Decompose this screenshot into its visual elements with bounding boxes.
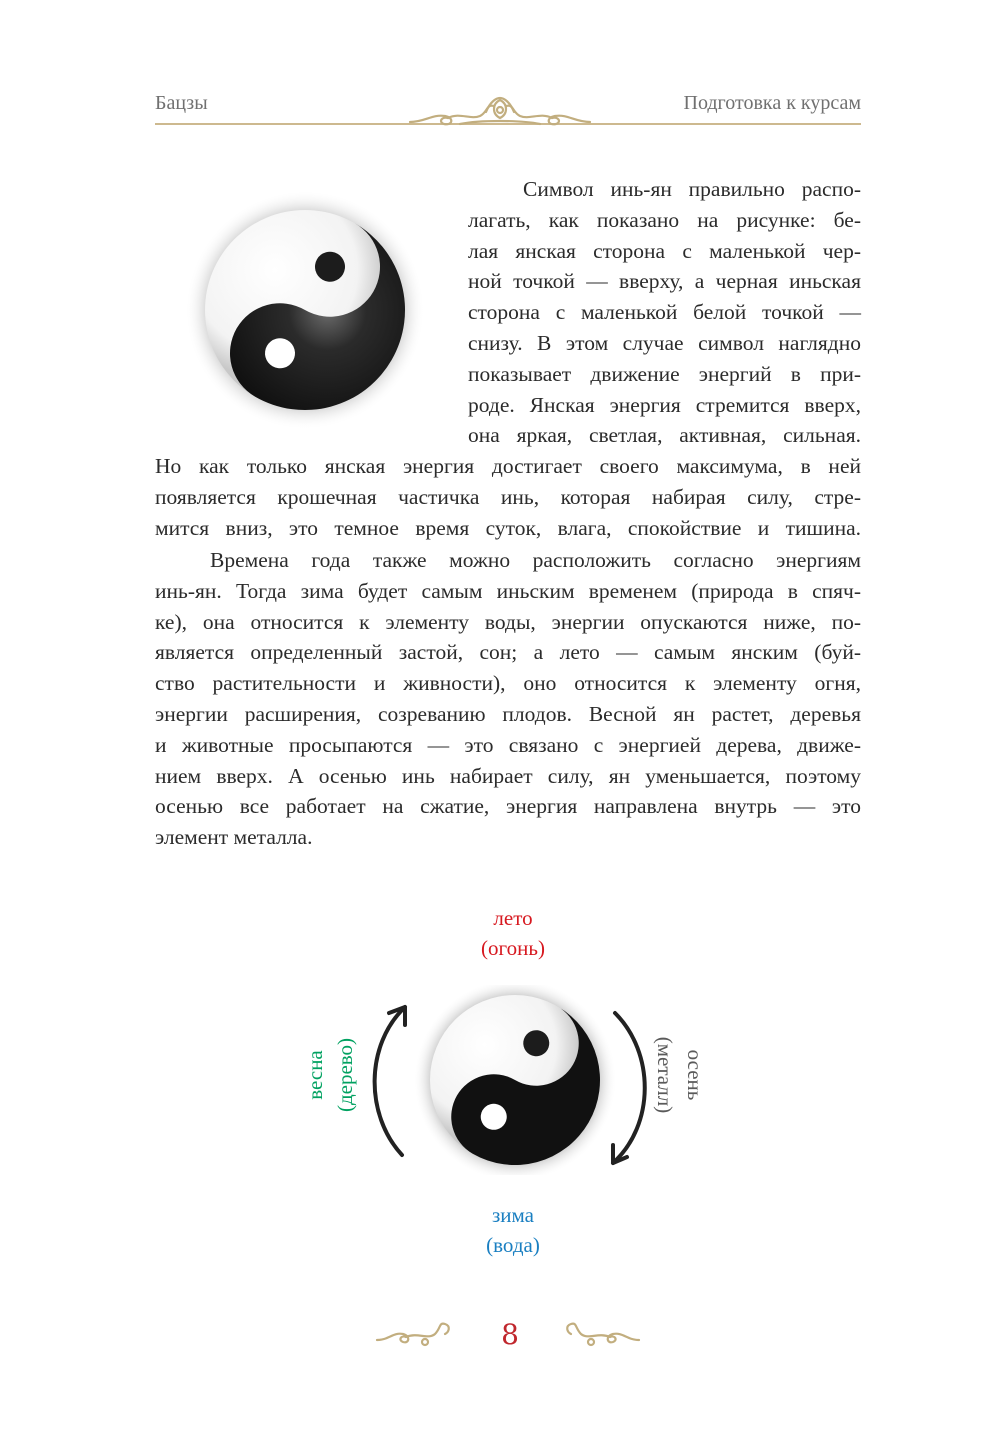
text-line: ство растительности и живности), оно относится к элементу огня, [155,671,861,696]
text-line: она яркая, светлая, активная, сильная. [468,423,861,448]
text-line: снизу. В этом случае символ наглядно [468,330,861,355]
running-head-right: Подготовка к курсам [683,92,861,114]
intro-paragraph [468,174,861,451]
text-line: инь-ян. Тогда зима будет самым иньским временем (природа в спяч- [155,578,861,603]
autumn-element: (металл) [653,1036,677,1114]
text-line: ке), она относится к элементу воды, энергии опускаются ниже, по- [155,609,861,634]
seasons-paragraph [155,545,861,853]
text-line: роде. Янская энергия стремится вверх, [468,392,861,417]
text-line: нием вверх. А осенью инь набирает силу, ян уменьшается, поэтому [155,763,861,788]
text-line: ной точкой — вверху, а черная иньская [468,269,861,294]
text-line: Времена года также можно расположить согласно энергиям [210,548,861,572]
header-ornament-icon [400,94,600,130]
label-winter [460,1200,566,1260]
footer-ornament-right-icon [563,1318,643,1352]
summer-season: лето [493,906,533,930]
spring-element: (дерево) [333,1037,357,1113]
label-summer [460,903,566,963]
text-line: является определенный застой, сон; а лето — самым янским (буй- [155,640,861,665]
text-line: элемент металла. [155,825,313,850]
page-number: 8 [501,1318,519,1351]
running-head-left: Бацзы [155,92,208,114]
text-line: появляется крошечная частичка инь, которая набирая силу, стре- [155,484,861,509]
seasons-diagram [365,985,665,1175]
text-line: осенью все работает на сжатие, энергия направлена внутрь — это [155,794,861,819]
text-line: мится вниз, это темное время суток, влага, спокойствие и тишина. [155,515,861,540]
arrow-up-left-icon [375,1007,405,1155]
text-line: энергии расширения, созреванию плодов. Весной ян растет, деревья [155,701,861,726]
text-line: лая янская сторона с маленькой чер- [468,238,861,263]
winter-element: (вода) [486,1233,540,1257]
text-line: лагать, как показано на рисунке: бе- [468,207,861,232]
winter-season: зима [492,1203,534,1227]
text-line: Символ инь-ян правильно распо- [523,177,861,201]
spring-season: весна [303,1050,327,1100]
text-line: показывает движение энергий в при- [468,361,861,386]
autumn-season: осень [683,1049,707,1101]
arrow-down-right-icon [613,1013,645,1163]
summer-element: (огонь) [481,936,545,960]
text-line: и животные просыпаются — это связано с энергией дерева, движе- [155,732,861,757]
text-line: сторона с маленькой белой точкой — [468,300,861,325]
footer-ornament-left-icon [373,1318,453,1352]
text-line: Но как только янская энергия достигает своего максимума, в ней [155,454,861,478]
yin-yang-symbol-top [185,190,425,430]
intro-continuation [155,451,861,543]
